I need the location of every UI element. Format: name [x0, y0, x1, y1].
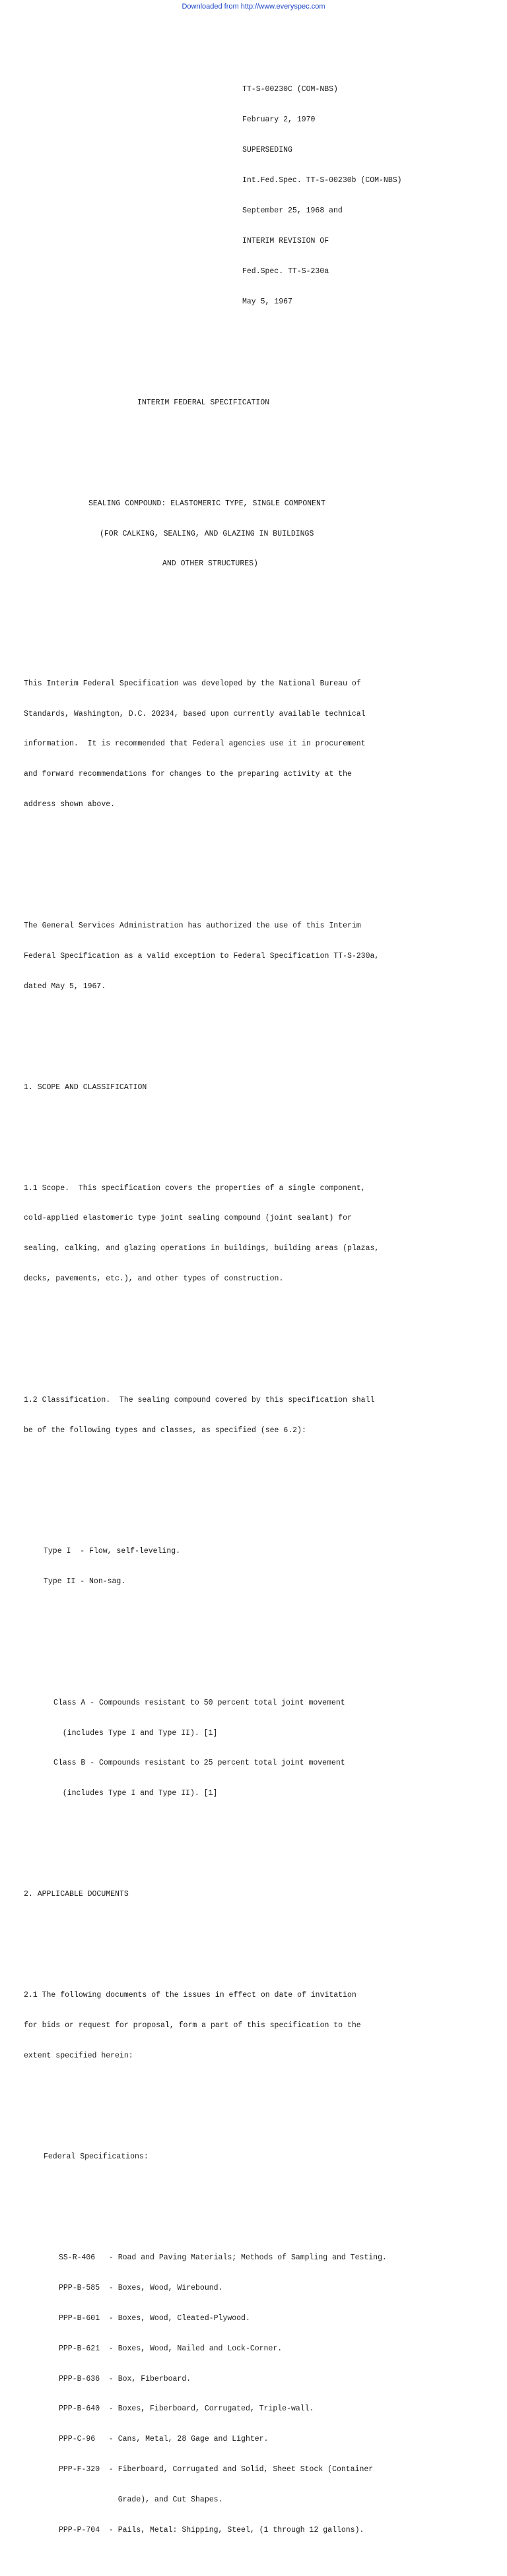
spec-list-item: PPP-F-320 - Fiberboard, Corrugated and Solid, Sheet Stock (Container: [59, 2465, 374, 2474]
document-subtitle: [24, 478, 499, 589]
federal-specifications-list: [24, 2232, 499, 2556]
doc-id-line: Fed.Spec. TT-S-230a: [242, 267, 329, 276]
applicable-documents-paragraph: [24, 1970, 499, 2081]
doc-id-line: February 2, 1970: [242, 115, 316, 125]
paragraph-line: and forward recommendations for changes to the preparing activity at the: [24, 770, 352, 779]
paragraph-line: information. It is recommended that Federal agencies use it in procurement: [24, 739, 366, 749]
spec-list-item: PPP-B-585 - Boxes, Wood, Wirebound.: [59, 2283, 223, 2292]
paragraph-line: 1.2 Classification. The sealing compound covered by this specification shall: [24, 1395, 375, 1404]
paragraph-line: be of the following types and classes, as specified (see 6.2):: [24, 1426, 306, 1435]
class-item: Class B - Compounds resistant to 25 percent total joint movement: [53, 1759, 345, 1768]
paragraph-line: decks, pavements, etc.), and other types of construction.: [24, 1274, 284, 1284]
paragraph-line: Standards, Washington, D.C. 20234, based upon currently available technical: [24, 709, 366, 718]
class-item: (includes Type I and Type II). [1]: [53, 1789, 218, 1798]
type-item: Type II - Non-sag.: [44, 1577, 126, 1586]
section-2-heading: 2. APPLICABLE DOCUMENTS: [24, 1890, 129, 1899]
paragraph-line: cold-applied elastomeric type joint sealing compound (joint sealant) for: [24, 1214, 352, 1223]
doc-id-line: INTERIM REVISION OF: [242, 236, 329, 245]
paragraph-line: address shown above.: [24, 800, 116, 809]
download-source-link[interactable]: Downloaded from http://www.everyspec.com: [182, 3, 325, 11]
federal-specifications-heading: Federal Specifications:: [44, 2152, 149, 2162]
class-list: [24, 1678, 499, 1819]
spec-list-item: PPP-B-640 - Boxes, Fiberboard, Corrugated, Triple-wall.: [59, 2404, 314, 2414]
scope-paragraph: [24, 1163, 499, 1304]
subtitle-line: SEALING COMPOUND: ELASTOMERIC TYPE, SINGLE COMPONENT: [88, 499, 325, 508]
spec-list-item: PPP-B-636 - Box, Fiberboard.: [59, 2374, 191, 2383]
doc-id-line: Int.Fed.Spec. TT-S-00230b (COM-NBS): [242, 176, 402, 185]
spec-list-item: Grade), and Cut Shapes.: [59, 2496, 223, 2505]
subtitle-line: (FOR CALKING, SEALING, AND GLAZING IN BUILDINGS: [100, 529, 314, 538]
document-title: INTERIM FEDERAL SPECIFICATION: [137, 398, 270, 407]
spec-list-item: PPP-B-601 - Boxes, Wood, Cleated-Plywood.: [59, 2313, 250, 2323]
gsa-authorization-paragraph: [24, 900, 499, 1011]
paragraph-line: for bids or request for proposal, form a part of this specification to the: [24, 2021, 361, 2030]
section-1-heading: 1. SCOPE AND CLASSIFICATION: [24, 1083, 147, 1092]
classification-paragraph: [24, 1375, 499, 1455]
paragraph-line: 2.1 The following documents of the issues in effect on date of invitation: [24, 1991, 356, 2000]
paragraph-line: 1.1 Scope. This specification covers the properties of a single component,: [24, 1183, 366, 1193]
document-id-block: [24, 65, 499, 327]
doc-id-line: September 25, 1968 and: [242, 206, 343, 216]
paragraph-line: The General Services Administration has authorized the use of this Interim: [24, 921, 361, 930]
type-item: Type I - Flow, self-leveling.: [44, 1547, 181, 1556]
doc-id-line: May 5, 1967: [242, 297, 292, 306]
spec-list-item: PPP-C-96 - Cans, Metal, 28 Gage and Lighter.: [59, 2435, 269, 2444]
paragraph-line: extent specified herein:: [24, 2052, 133, 2061]
class-item: Class A - Compounds resistant to 50 percent total joint movement: [53, 1698, 345, 1707]
spec-list-item: SS-R-406 - Road and Paving Materials; Methods of Sampling and Testing.: [59, 2253, 387, 2263]
subtitle-line: AND OTHER STRUCTURES): [162, 559, 258, 569]
class-item: (includes Type I and Type II). [1]: [53, 1728, 218, 1738]
paragraph-line: dated May 5, 1967.: [24, 982, 106, 991]
paragraph-line: sealing, calking, and glazing operations in buildings, building areas (plazas,: [24, 1244, 380, 1253]
paragraph-line: This Interim Federal Specification was developed by the National Bureau of: [24, 679, 361, 688]
intro-paragraph: [24, 658, 499, 830]
doc-id-line: TT-S-00230C (COM-NBS): [242, 85, 338, 94]
type-list: [24, 1526, 499, 1607]
spec-list-item: PPP-B-621 - Boxes, Wood, Nailed and Lock-Corner.: [59, 2344, 283, 2353]
paragraph-line: Federal Specification as a valid exception to Federal Specification TT-S-230a,: [24, 951, 380, 960]
spec-list-item: PPP-P-704 - Pails, Metal: Shipping, Steel, (1 through 12 gallons).: [59, 2526, 364, 2535]
doc-id-line: SUPERSEDING: [242, 146, 292, 155]
specification-document: [24, 34, 499, 2576]
